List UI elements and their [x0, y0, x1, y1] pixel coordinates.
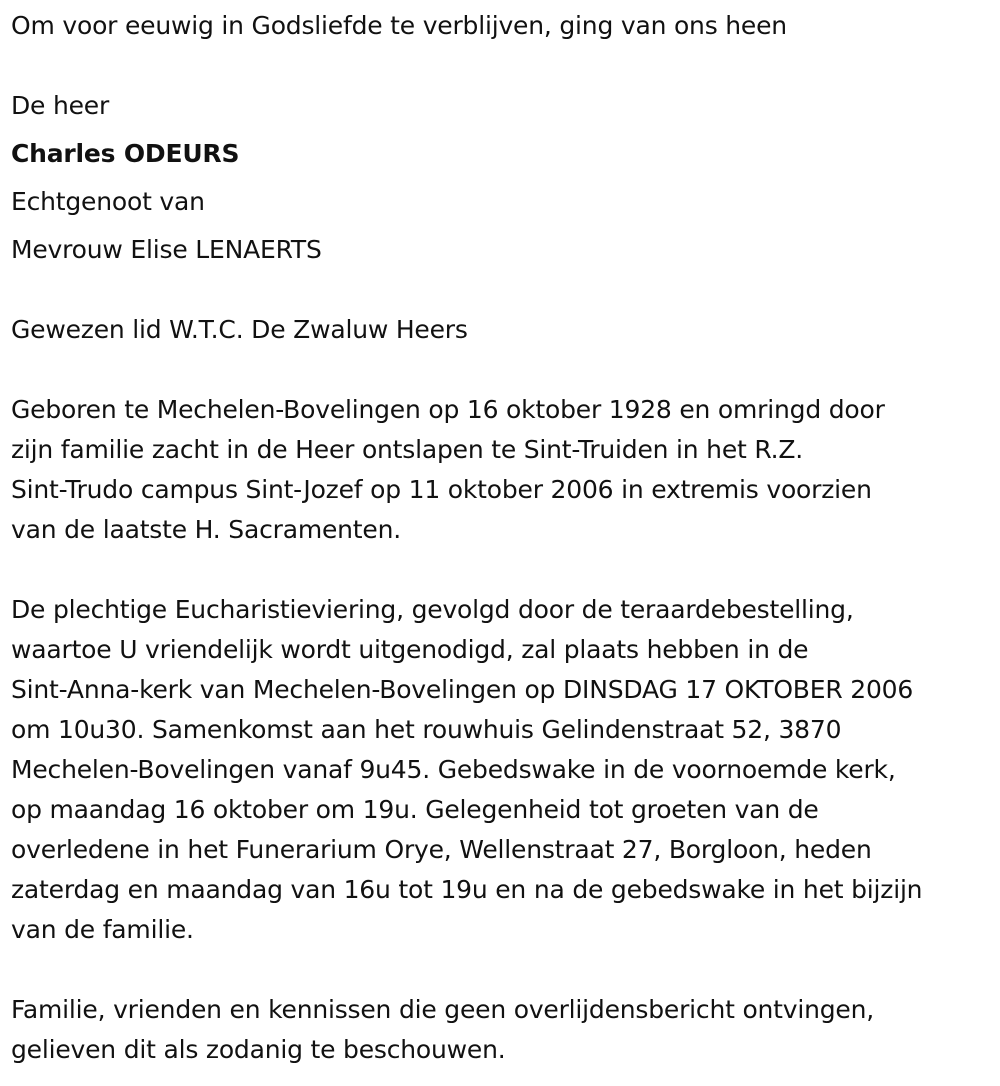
paragraph-line: van de familie.: [11, 915, 194, 944]
paragraph-line: om 10u30. Samenkomst aan het rouwhuis Gelindenstraat 52, 3870: [11, 715, 842, 744]
spouse-line: Mevrouw Elise LENAERTS: [11, 235, 322, 264]
paragraph-line: gelieven dit als zodanig te beschouwen.: [11, 1035, 506, 1064]
spacer: [11, 174, 991, 182]
relation-line: Echtgenoot van: [11, 187, 205, 216]
intro-line: Om voor eeuwig in Godsliefde te verblijven, ging van ons heen: [11, 11, 787, 40]
spacer: [11, 222, 991, 230]
service-paragraph: [11, 590, 991, 950]
spacer: [11, 46, 991, 86]
spacer: [11, 950, 991, 990]
title-line: De heer: [11, 91, 110, 120]
membership-line: Gewezen lid W.T.C. De Zwaluw Heers: [11, 315, 468, 344]
paragraph-line: De plechtige Eucharistieviering, gevolgd door de teraardebestelling,: [11, 595, 854, 624]
paragraph-line: op maandag 16 oktober om 19u. Gelegenheid tot groeten van de: [11, 795, 819, 824]
spacer: [11, 350, 991, 390]
paragraph-line: Sint-Anna-kerk van Mechelen-Bovelingen op DINSDAG 17 OKTOBER 2006: [11, 675, 914, 704]
obituary-notice: [11, 6, 991, 1070]
spacer: [11, 126, 991, 134]
birth-death-paragraph: [11, 390, 991, 550]
paragraph-line: overledene in het Funerarium Orye, Wellenstraat 27, Borgloon, heden: [11, 835, 872, 864]
paragraph-line: Mechelen-Bovelingen vanaf 9u45. Gebedswake in de voornoemde kerk,: [11, 755, 896, 784]
closing-paragraph: [11, 990, 991, 1070]
paragraph-line: waartoe U vriendelijk wordt uitgenodigd, zal plaats hebben in de: [11, 635, 809, 664]
paragraph-line: Sint-Trudo campus Sint-Jozef op 11 oktober 2006 in extremis voorzien: [11, 475, 872, 504]
spacer: [11, 550, 991, 590]
deceased-name: Charles ODEURS: [11, 139, 240, 168]
paragraph-line: van de laatste H. Sacramenten.: [11, 515, 401, 544]
paragraph-line: Familie, vrienden en kennissen die geen overlijdensbericht ontvingen,: [11, 995, 875, 1024]
paragraph-line: zaterdag en maandag van 16u tot 19u en na de gebedswake in het bijzijn: [11, 875, 923, 904]
paragraph-line: Geboren te Mechelen-Bovelingen op 16 oktober 1928 en omringd door: [11, 395, 885, 424]
spacer: [11, 270, 991, 310]
paragraph-line: zijn familie zacht in de Heer ontslapen te Sint-Truiden in het R.Z.: [11, 435, 804, 464]
